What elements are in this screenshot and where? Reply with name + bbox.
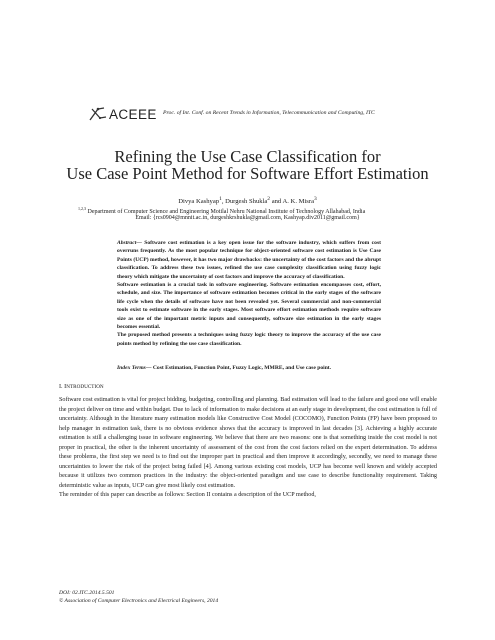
intro-last-line: The reminder of this paper can describe as follows: Section II contains a description of the UCP method, xyxy=(59,492,316,498)
author-list xyxy=(40,196,455,205)
abstract-lead: Abstract xyxy=(117,240,137,246)
copyright: © Association of Computer Electronics and Electrical Engineers, 2014 xyxy=(59,598,219,604)
abstract-p3: The proposed method presents a techniques using fuzzy logic theory to improve the accuracy of the use case points method by refining the use case classification. xyxy=(117,332,381,347)
author-1: Divya Kashyap xyxy=(178,198,220,206)
section-number: I. xyxy=(59,383,65,390)
index-terms-text: — Cost Estimation, Function Point, Fuzzy Logic, MMRE, and Use case point. xyxy=(145,365,332,371)
author-3-sup: 3 xyxy=(314,196,317,202)
footer xyxy=(59,589,218,605)
index-terms xyxy=(117,365,381,371)
section-title-first: I xyxy=(64,383,67,390)
proceedings-line: Proc. of Int. Conf. on Recent Trends in Information, Telecommunication and Computing, ITC xyxy=(163,110,375,116)
abstract xyxy=(117,239,381,348)
affiliation-text: Department of Computer Science and Engineering Motilal Nehru National Institute of Technology Allahabad, India xyxy=(86,209,366,215)
aceee-logo-icon xyxy=(88,106,108,122)
aceee-logo xyxy=(88,106,157,122)
abstract-p2: Software estimation is a crucial task in software engineering. Software estimation encompasses cost, effort, schedule, and size. The importance of software estimation becomes critical in the early stages of the software life cycle when the details of software have not been revealed yet. Several commercial and non-commercial tools exist to estimate software in the early stages. Most software effort estimation methods require software size as one of the important metric inputs and consequently, software size estimation in the early stages becomes essential. xyxy=(117,282,381,331)
doi: DOI: 02.ITC.2014.5.501 xyxy=(59,590,115,596)
affiliation xyxy=(78,206,448,215)
abstract-p1: — Software cost estimation is a key open issue for the software industry, which suffers from cost overruns frequently. As the most popular technique for object-oriented software cost estimation is Use Case Points (UCP) method, however, it has two major drawbacks: the uncertainty of the cost factors and the abrupt classification. To address these two issues, refined the use case complexity classification using fuzzy logic theory which mitigate the uncertainty of cost factors and improve the accuracy of classification. xyxy=(117,240,381,280)
index-terms-lead: Index Terms xyxy=(117,365,146,371)
author-3: and A. K. Misra xyxy=(270,198,315,206)
intro-body xyxy=(59,396,437,501)
logo-text: ACEEE xyxy=(109,106,157,122)
intro-paragraph: Software cost estimation is vital for project bidding, budgeting, controlling and planning. Bad estimation will lead to the failure and good one will enable the project deliver on time and within budget. Due to lack of information to make decisions at an early stage in development, the cost estimation is full of uncertainty. Although in the literature many estimation models like Constructive Cost Model (COCOMO), Function Points (FP) have been proposed to help manager in estimation task, there is no obvious evidence shows that the accuracy is improved in last decades [3]. Achieving a highly accurate estimation is still a challenging issue in software engineering. We believe that there are two reasons: one is that something inside the cost model is not proper in practical, the other is the inherent uncertainty of assessment of the cost from the cost factors relied on the expert determination. To address these problems, the first step we need is to find out the improper part in practical and then improve it accordingly, secondly, we need to manage these uncertainties to lower the risk of the project being failed [4]. Among various existing cost models, UCP has become well known and widely accepted because it utilizes two common practices in the industry: the object-oriented paradigm and use case to describe functionality requirement. Taking deterministic value as inputs, UCP can give most likely cost estimation. xyxy=(59,397,437,489)
author-2-sup: 2 xyxy=(267,196,271,202)
author-2: , Durgesh Shukla xyxy=(221,198,268,206)
paper-title-line-1: Refining the Use Case Classification for xyxy=(114,147,381,166)
paper-title-line-2: Use Case Point Method for Software Effort Estimation xyxy=(66,164,429,183)
author-emails: Email: {rcs0904@mnnit.ac.in, durgeshkrshukla@gmail.com, Kashyap.div2011@gmail.com} xyxy=(135,215,360,221)
affiliation-sup: 1,2,3 xyxy=(78,206,86,211)
section-title-rest: NTRODUCTION xyxy=(66,384,104,390)
author-1-sup: 1 xyxy=(219,196,222,202)
section-heading xyxy=(59,383,104,390)
